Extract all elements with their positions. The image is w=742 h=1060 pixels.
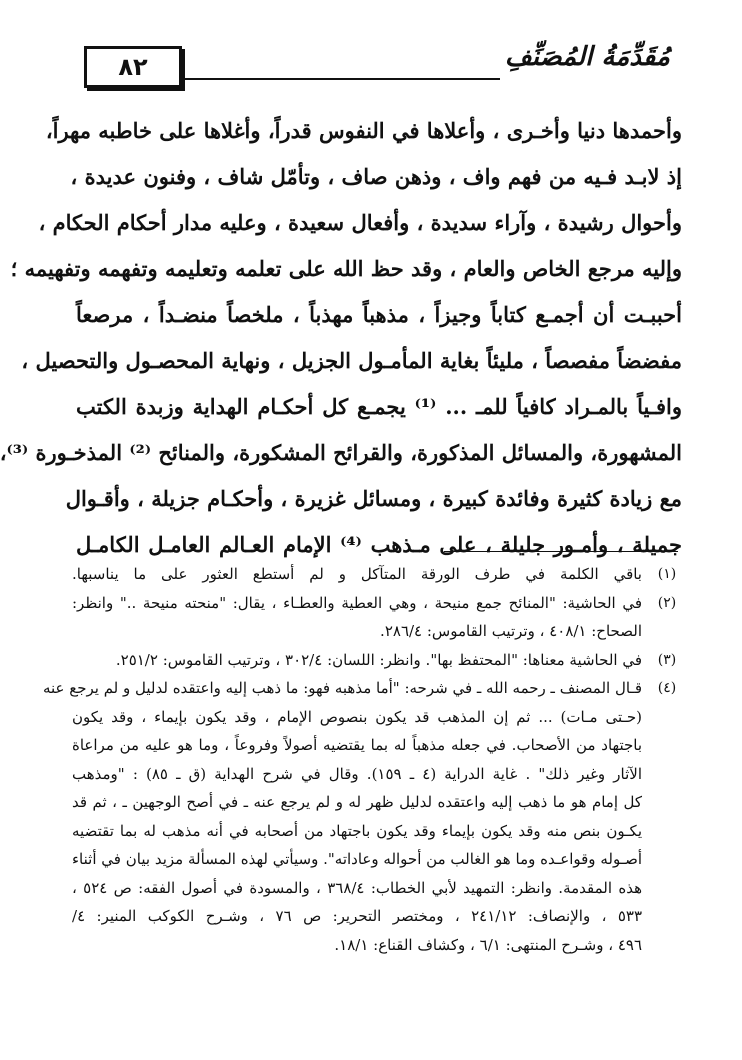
page-number: ٨٢	[84, 46, 182, 88]
footnote-line	[72, 874, 684, 903]
text-line: مفضضاً مفصصاً ، مليئاً بغاية المأمـول الجزيل ، ونهاية المحصـول والتحصيل ،	[21, 348, 682, 373]
text-line: وأحمدها دنيا وأخـرى ، وأعلاها في النفوس قدراً، وأغلاها على خاطبه مهراً،	[45, 118, 682, 143]
footnote-line	[42, 674, 684, 703]
footnote-line	[72, 646, 684, 675]
footnote-line	[72, 589, 684, 618]
footnote-text: قـال المصنف ـ رحمه الله ـ في شرحه: "أما مذهبه فهو: ما ذهب إليه واعتقده لدليل و لم يرجع عنه	[42, 679, 642, 697]
main-text	[0, 108, 682, 568]
footnote-separator	[444, 551, 678, 552]
footnote-text: الآثار وغير ذلك" . غاية الدراية (٤ ـ ١٥٩). وقال في شرح الهداية (ق ـ ٨٥) : "ومذهب	[72, 764, 643, 783]
footnote-line	[72, 845, 684, 874]
footnote-number: (٢)	[657, 594, 677, 611]
footnote-line	[72, 902, 684, 931]
footnote-line	[72, 560, 684, 589]
page-header	[84, 36, 670, 88]
footnote-line	[72, 731, 684, 760]
footnote-line	[72, 931, 684, 960]
running-title: مُقَدِّمَةُ المُصَنِّفِ	[504, 42, 670, 72]
text-line: أحببـت أن أجمـع كتاباً وجيزاً ، مذهباً مهذباً ، ملخصاً منضـداً ، مرصعاً	[76, 302, 682, 327]
footnote-text: ٤٩٦ ، وشـرح المنتهى: ٦/١ ، وكشاف القناع: ١٨/١.	[334, 935, 642, 954]
footnote-line	[72, 617, 684, 646]
footnote-text: الصحاح: ٤٠٨/١ ، وترتيب القاموس: ٢٨٦/٤.	[380, 622, 642, 640]
footnote-text: كل إمام هو ما ذهب إليه واعتقده لدليل ظهر له و لم يرجع عنه ـ في أصح الوجهين ـ ، ثم قد	[72, 793, 642, 811]
footnote-number: (٣)	[657, 651, 677, 668]
footnote-line	[72, 788, 684, 817]
footnote-text: هذه المقدمة. وانظر: التمهيد لأبي الخطاب: ٣٦٨/٤ ، والمسودة في أصول الفقه: ص ٥٢٤ ،	[72, 878, 642, 897]
header-rule	[183, 78, 500, 80]
footnote-line	[72, 817, 684, 846]
footnote-text: في الحاشية معناها: "المحتفظ بها". وانظر: اللسان: ٣٠٢/٤ ، وترتيب القاموس: ٢٥١/٢.	[115, 650, 642, 669]
text-line: وإليه مرجع الخاص والعام ، وقد حظ الله على تعلمه وتعليمه وتفهمه وتفهيمه ؛	[10, 256, 682, 281]
text-line: المشهورة، والمسائل المذكورة، والقرائح المشكورة، والمنائح ⁽²⁾ المذخـورة ⁽³⁾،	[0, 440, 682, 465]
text-line: وافـياً بالمـراد كافياً للمـ ... ⁽¹⁾ يجمـع كل أحكـام الهداية وزبدة الكتب	[76, 394, 682, 419]
footnotes	[42, 560, 684, 959]
text-line: مع زيادة كثيرة وفائدة كبيرة ، ومسائل غزيرة ، وأحكـام جزيلة ، وأقـوال	[65, 486, 682, 511]
footnote-text: باقي الكلمة في طرف الورقة المتآكل و لم أستطع العثور على ما يناسبها.	[72, 565, 642, 583]
footnote-number: (٤)	[657, 680, 677, 696]
footnote-line	[72, 703, 684, 732]
footnote-text: باجتهاد من الأصحاب. في جعله مذهباً له بما يقتضيه أصولاً وفروعاً ، وما هو عليه من مراعاة	[72, 736, 642, 754]
text-line: إذ لابـد فـيه من فهم واف ، وذهن صاف ، وتأمّل شاف ، وفنون عديدة ،	[70, 164, 682, 189]
footnote-text: (حـتى مـات) ... ثم إن المذهب قد يكون بنصوص الإمام ، وقد يكون بإيماء ، وقد يكون	[72, 707, 642, 726]
footnote-line	[72, 760, 684, 789]
footnote-number: (١)	[657, 566, 677, 582]
footnote-text: يكـون بنص منه وقد يكون بإيماء وقد يكون باجتهاد من أصحابه في أنه مذهب له بما تقتضيه	[72, 821, 642, 840]
text-line: وأحوال رشيدة ، وآراء سديدة ، وأفعال سعيدة ، وعليه مدار أحكام الحكام ،	[38, 210, 682, 235]
footnote-text: في الحاشية: "المنائح جمع منيحة ، وهي العطية والعطـاء ، يقال: "منحته منيحة .." وانظر:	[72, 593, 642, 612]
footnote-text: ٥٣٣ ، والإنصاف: ٢٤١/١٢ ، ومختصر التحرير: ص ٧٦ ، وشـرح الكوكب المنير: ٤/	[72, 907, 642, 925]
footnote-text: أصـوله وقواعـده وما هو الغالب من أحواله وعاداته". وسيأتي لهذه المسألة مزيد بيان في أثناء	[72, 850, 642, 868]
text-line: جميلة ، وأمـور جليلة ، على مـذهب ⁽⁴⁾ الإمام العـالم العامـل الكامـل	[76, 532, 682, 557]
